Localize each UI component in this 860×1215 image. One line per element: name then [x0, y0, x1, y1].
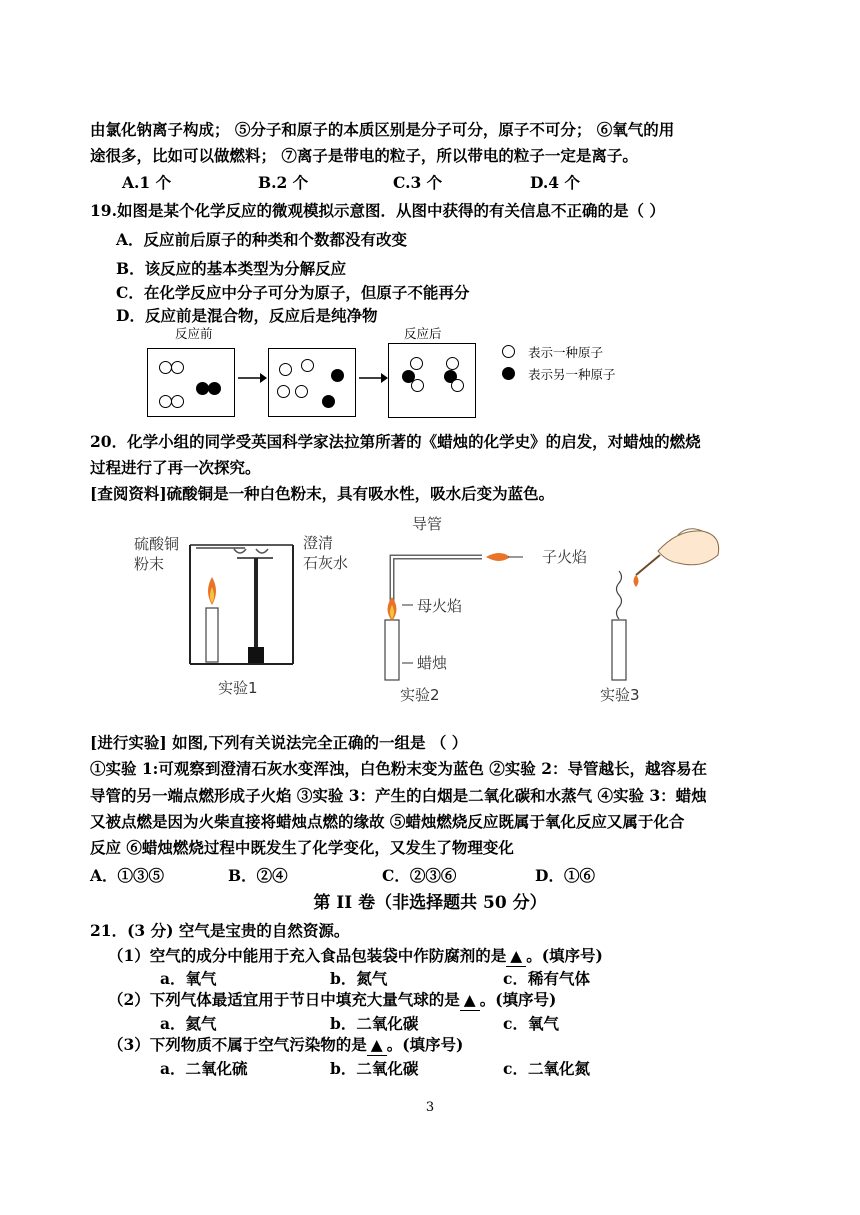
q21-part-1-text: （1）空气的成分中能用于充入食品包装袋中作防腐剂的是: [108, 946, 507, 965]
exp1-caption: 实验1: [218, 679, 258, 697]
white-atom: [277, 385, 290, 398]
q21-part-3: [108, 1035, 463, 1056]
candle-label: 蜡烛: [417, 654, 448, 672]
section-2-title: 第 II 卷（非选择题共 50 分）: [313, 893, 547, 913]
label-after: 反应后: [404, 326, 442, 341]
q19-option-b: B．该反应的基本类型为分解反应: [116, 259, 347, 278]
q21-p3-option-a: a．二氧化硫: [160, 1059, 248, 1078]
limewater-label-2: 石灰水: [303, 554, 349, 572]
black-atom: [331, 369, 344, 382]
white-atom: [301, 359, 314, 372]
q21-part-3-tail: 。(填序号): [386, 1035, 464, 1054]
q18-option-a: A.1 个: [122, 173, 172, 192]
q18-option-c: C.3 个: [393, 173, 443, 192]
q21-p2-option-b: b．二氧化碳: [330, 1014, 419, 1033]
q18-line2: 途很多，比如可以做燃料； ⑦离子是带电的粒子，所以带电的粒子一定是离子。: [90, 146, 638, 165]
label-before: 反应前: [175, 326, 213, 341]
legend-black-label: 表示另一种原子: [528, 367, 616, 382]
legend-black-atom-icon: [502, 367, 515, 380]
q20-statement-3: 又被点燃是因为火柴直接将蜡烛点燃的缘故 ⑤蜡烛燃烧反应既属于氧化反应又属于化合: [90, 812, 685, 831]
mother-flame-label: 母火焰: [417, 597, 463, 615]
black-atom: [208, 382, 221, 395]
q20-statement-1: ①实验 1:可观察到澄清石灰水变浑浊，白色粉末变为蓝色 ②实验 2：导管越长，越容易在: [90, 759, 707, 778]
q20-statement-4: 反应 ⑥蜡烛燃烧过程中既发生了化学变化，又发生了物理变化: [90, 838, 514, 857]
answer-blank-3[interactable]: ▲: [367, 1035, 387, 1056]
cuso4-label: 硫酸铜: [134, 535, 180, 553]
white-atom: [171, 361, 184, 374]
candle-experiment-figure: [130, 505, 730, 710]
q20-option-a: A．①③⑤: [90, 866, 165, 885]
page-number: 3: [425, 1100, 435, 1115]
white-atom: [451, 379, 464, 392]
q19-stem: 19.如图是某个化学反应的微观模拟示意图．从图中获得的有关信息不正确的是（ ）: [90, 201, 665, 220]
q18-option-b: B.2 个: [258, 173, 309, 192]
q20-option-b: B．②④: [228, 866, 288, 885]
q21-part-1-tail: 。(填序号): [526, 946, 603, 965]
white-atom: [410, 357, 423, 370]
q20-statement-2: 导管的另一端点燃形成子火焰 ③实验 3：产生的白烟是二氧化碳和水蒸气 ④实验 3：蜡烛: [90, 786, 707, 805]
q19-option-d: D．反应前是混合物，反应后是纯净物: [116, 306, 378, 325]
q20-option-d: D．①⑥: [535, 866, 595, 885]
q20-option-c: C．②③⑥: [382, 866, 457, 885]
q21-p2-option-c: c．氧气: [503, 1014, 559, 1033]
reaction-box-middle: [268, 348, 356, 417]
q20-stem-line1: 20．化学小组的同学受英国科学家法拉第所著的《蜡烛的化学史》的启发，对蜡烛的燃烧: [90, 432, 701, 451]
q19-option-c: C．在化学反应中分子可分为原子，但原子不能再分: [116, 283, 470, 302]
exp2-caption: 实验2: [400, 686, 440, 704]
answer-blank-1[interactable]: ▲: [506, 946, 526, 967]
q21-part-3-text: （3）下列物质不属于空气污染物的是: [108, 1035, 367, 1054]
reaction-box-before: [147, 348, 235, 417]
experiment-3-apparatus: [612, 529, 719, 680]
q21-p3-option-c: c．二氧化氮: [503, 1059, 590, 1078]
q20-question: [进行实验] 如图,下列有关说法完全正确的一组是 （ ）: [90, 733, 468, 752]
arrow-icon: [355, 370, 389, 386]
black-atom: [322, 395, 335, 408]
q21-p3-option-b: b．二氧化碳: [330, 1059, 419, 1078]
q21-part-2-text: （2）下列气体最适宜用于节日中填充大量气球的是: [108, 990, 460, 1009]
q21-part-2: [108, 990, 556, 1011]
q20-info: [查阅资料]硫酸铜是一种白色粉末，具有吸水性，吸水后变为蓝色。: [90, 484, 555, 503]
white-atom: [171, 395, 184, 408]
cuso4-label-2: 粉末: [134, 555, 165, 573]
answer-blank-2[interactable]: ▲: [460, 990, 480, 1011]
q21-part-1: [108, 946, 603, 967]
legend-white-label: 表示一种原子: [528, 345, 604, 360]
q18-line1: 由氯化钠离子构成； ⑤分子和原子的本质区别是分子可分，原子不可分； ⑥氧气的用: [90, 120, 675, 139]
legend-white-atom-icon: [502, 345, 515, 358]
white-atom: [295, 385, 308, 398]
q21-p1-option-b: b．氮气: [330, 969, 388, 988]
white-atom: [279, 363, 292, 376]
child-flame-label: 子火焰: [542, 548, 588, 566]
experiment-1-apparatus: [190, 545, 293, 664]
experiment-2-apparatus: [385, 553, 523, 680]
white-atom: [411, 379, 424, 392]
q21-stem: 21．(3 分) 空气是宝贵的自然资源。: [90, 921, 350, 940]
q21-part-2-tail: 。(填序号): [479, 990, 557, 1009]
q21-p1-option-a: a．氧气: [160, 969, 217, 988]
q18-option-d: D.4 个: [530, 173, 580, 192]
q21-p1-option-c: c．稀有气体: [503, 969, 590, 988]
limewater-label: 澄清: [303, 534, 334, 552]
tube-label: 导管: [412, 515, 443, 533]
q19-option-a: A．反应前后原子的种类和个数都没有改变: [116, 230, 408, 249]
arrow-icon: [234, 370, 268, 386]
q20-stem-line2: 过程进行了再一次探究。: [90, 458, 261, 477]
exp3-caption: 实验3: [600, 686, 640, 704]
reaction-box-after: [388, 343, 476, 418]
white-atom: [446, 357, 459, 370]
q21-p2-option-a: a．氦气: [160, 1014, 217, 1033]
